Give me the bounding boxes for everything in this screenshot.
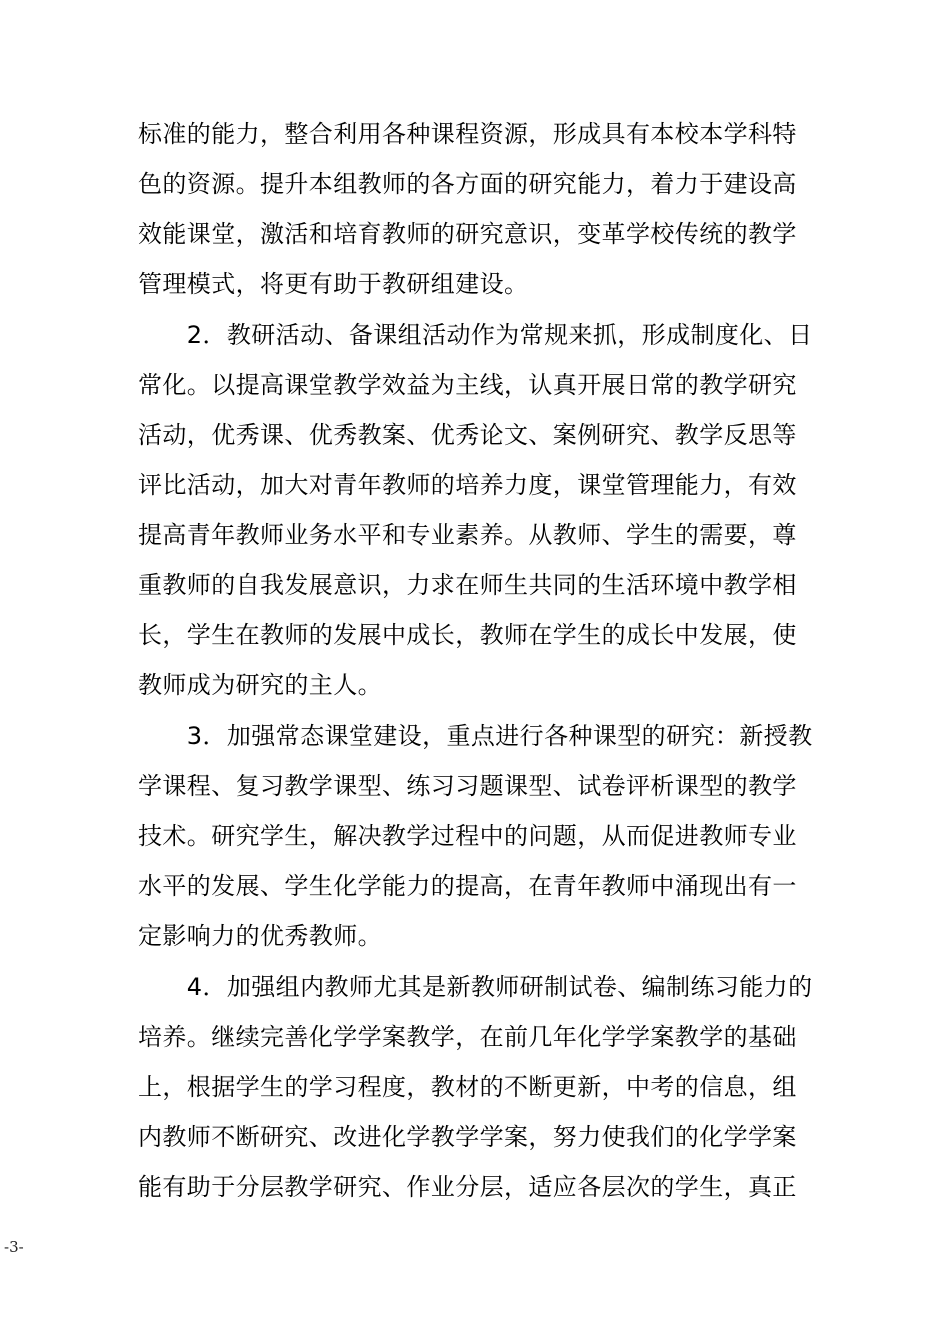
text-line: 管理模式，将更有助于教研组建设。	[138, 270, 529, 298]
text-line: 学课程、复习教学课型、练习习题课型、试卷评析课型的教学	[138, 772, 797, 800]
text-line: 3．加强常态课堂建设，重点进行各种课型的研究：新授教	[138, 722, 813, 750]
text-line: 能有助于分层教学研究、作业分层，适应各层次的学生，真正	[138, 1173, 797, 1201]
text-line: 上，根据学生的学习程度，教材的不断更新，中考的信息，组	[138, 1073, 797, 1101]
text-line: 培养。继续完善化学学案教学，在前几年化学学案教学的基础	[138, 1023, 797, 1051]
text-line: 长，学生在教师的发展中成长，教师在学生的成长中发展，使	[138, 621, 797, 649]
text-line: 定影响力的优秀教师。	[138, 922, 382, 950]
text-line: 提高青年教师业务水平和专业素养。从教师、学生的需要，尊	[138, 521, 797, 549]
text-line: 评比活动，加大对青年教师的培养力度，课堂管理能力，有效	[138, 471, 797, 499]
text-line: 效能课堂，激活和培育教师的研究意识，变革学校传统的教学	[138, 220, 797, 248]
text-line: 水平的发展、学生化学能力的提高，在青年教师中涌现出有一	[138, 872, 797, 900]
text-line: 2．教研活动、备课组活动作为常规来抓，形成制度化、日	[138, 321, 813, 349]
text-line: 内教师不断研究、改进化学教学学案，努力使我们的化学学案	[138, 1123, 797, 1151]
page-number: -3-	[4, 1238, 24, 1256]
text-line: 重教师的自我发展意识，力求在师生共同的生活环境中教学相	[138, 571, 797, 599]
text-line: 活动，优秀课、优秀教案、优秀论文、案例研究、教学反思等	[138, 421, 797, 449]
text-line: 常化。以提高课堂教学效益为主线，认真开展日常的教学研究	[138, 371, 797, 399]
text-line: 4．加强组内教师尤其是新教师研制试卷、编制练习能力的	[138, 973, 813, 1001]
text-line: 标准的能力，整合利用各种课程资源，形成具有本校本学科特	[138, 120, 797, 148]
text-line: 教师成为研究的主人。	[138, 671, 382, 699]
text-line: 色的资源。提升本组教师的各方面的研究能力，着力于建设高	[138, 170, 797, 198]
text-line: 技术。研究学生，解决教学过程中的问题，从而促进教师专业	[138, 822, 797, 850]
